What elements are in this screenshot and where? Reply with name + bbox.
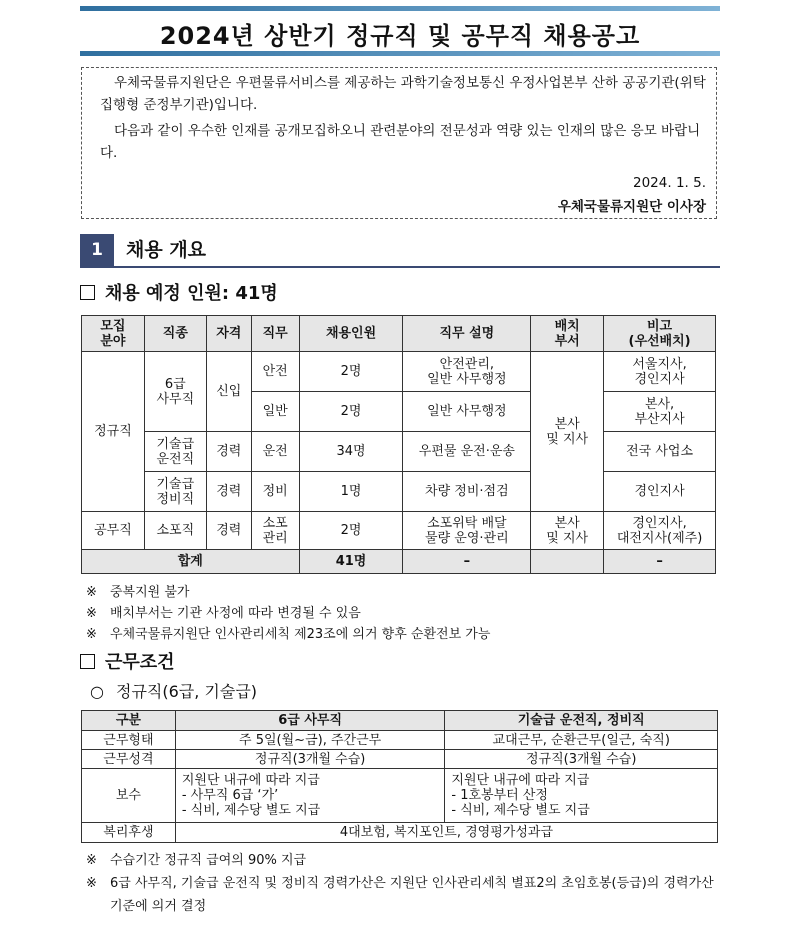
desc-cell: 소포위탁 배달 물량 운영·관리 <box>403 512 531 550</box>
row-label: 근무성격 <box>82 750 176 769</box>
intro-paragraph-1: 우체국물류지원단은 우편물류서비스를 제공하는 과학기술정보통신 우정사업본부 산하 공공기관(위탁집행형 준정부기관)입니다. <box>100 75 706 113</box>
note-cell: 본사, 부산지사 <box>604 392 716 432</box>
note-item: ※ 6급 사무직, 기술급 운전직 및 정비직 경력가산은 지원단 인사관리세칙 별표2의 초임호봉(등급)의 경력가산기준에 의거 결정 <box>86 876 714 914</box>
header-cell: 모집 분야 <box>82 316 145 352</box>
circle-bullet-icon: ○ <box>90 682 104 701</box>
table-row <box>82 823 718 843</box>
section-title: 채용 개요 <box>126 239 207 261</box>
cell: 교대근무, 순환근무(일근, 숙직) <box>445 731 718 750</box>
heading-conditions <box>80 648 175 674</box>
count-cell: 1명 <box>299 472 403 512</box>
group-public: 공무직 <box>82 512 145 550</box>
note-cell: 전국 사업소 <box>604 432 716 472</box>
sub-heading <box>90 679 257 702</box>
note-item: ※ 배치부서는 기관 사정에 따라 변경될 수 있음 <box>86 606 361 621</box>
heading-hiring-text: 채용 예정 인원: 41명 <box>105 283 278 304</box>
total-row <box>82 550 716 574</box>
dept-cell: 본사 및 지사 <box>531 512 604 550</box>
duty-cell: 소포 관리 <box>251 512 299 550</box>
section-number-badge: 1 <box>80 234 114 266</box>
title-banner <box>80 6 720 56</box>
note-cell: 경인지사 <box>604 472 716 512</box>
heading-conditions-text: 근무조건 <box>105 652 175 673</box>
note-cell: 경인지사, 대전지사(제주) <box>604 512 716 550</box>
title-bar-bottom <box>80 51 720 56</box>
heading-hiring-count <box>80 279 278 305</box>
row-label: 근무형태 <box>82 731 176 750</box>
page-title: 2024년 상반기 정규직 및 공무직 채용공고 <box>159 22 641 50</box>
header-cell: 비고 (우선배치) <box>604 316 716 352</box>
table-row <box>82 512 716 550</box>
count-cell: 34명 <box>299 432 403 472</box>
qual-new: 신입 <box>206 352 251 432</box>
header-cell: 기술급 운전직, 정비직 <box>445 711 718 731</box>
total-dash: – <box>604 550 716 574</box>
table-row <box>82 352 716 392</box>
desc-cell: 우편물 운전·운송 <box>403 432 531 472</box>
total-count: 41명 <box>299 550 403 574</box>
section-underline <box>80 266 720 268</box>
sub-heading-text: 정규직(6급, 기술급) <box>116 682 258 701</box>
dept-cell: 본사 및 지사 <box>531 352 604 512</box>
cell: 정규직(3개월 수습) <box>175 750 445 769</box>
header-cell: 배치 부서 <box>531 316 604 352</box>
header-cell: 채용인원 <box>299 316 403 352</box>
note-item: ※ 수습기간 정규직 급여의 90% 지급 <box>86 853 307 868</box>
conditions-table <box>81 710 718 843</box>
table-row <box>82 472 716 512</box>
total-empty <box>531 550 604 574</box>
header-cell: 직무 <box>251 316 299 352</box>
header-cell: 직종 <box>144 316 206 352</box>
row-label: 보수 <box>82 769 176 823</box>
intro-box <box>81 67 717 219</box>
note-item: ※ 중복지원 불가 <box>86 585 190 600</box>
header-cell: 직무 설명 <box>403 316 531 352</box>
checkbox-square-icon <box>80 654 95 669</box>
cell: 정규직(3개월 수습) <box>445 750 718 769</box>
job-cell: 기술급 운전직 <box>144 432 206 472</box>
header-cell: 6급 사무직 <box>175 711 445 731</box>
table-row <box>82 731 718 750</box>
qual-cell: 경력 <box>206 512 251 550</box>
group-regular: 정규직 <box>82 352 145 512</box>
title-bar-top <box>80 6 720 11</box>
duty-cell: 정비 <box>251 472 299 512</box>
count-cell: 2명 <box>299 352 403 392</box>
pay-cell-technical: 지원단 내규에 따라 지급 - 1호봉부터 산정 - 식비, 제수당 별도 지급 <box>445 769 718 823</box>
count-cell: 2명 <box>299 512 403 550</box>
table-row <box>82 769 718 823</box>
intro-signature: 우체국물류지원단 이사장 <box>557 199 706 215</box>
qual-cell: 경력 <box>206 472 251 512</box>
hiring-table <box>81 315 716 574</box>
cell: 주 5일(월~금), 주간근무 <box>175 731 445 750</box>
duty-cell: 일반 <box>251 392 299 432</box>
note-cell: 서울지사, 경인지사 <box>604 352 716 392</box>
job-6-clerical: 6급 사무직 <box>144 352 206 432</box>
pay-cell-clerical: 지원단 내규에 따라 지급 - 사무직 6급 ‘가’ - 식비, 제수당 별도 지급 <box>175 769 445 823</box>
table-row <box>82 750 718 769</box>
total-label: 합계 <box>82 550 300 574</box>
desc-cell: 안전관리, 일반 사무행정 <box>403 352 531 392</box>
intro-date: 2024. 1. 5. <box>633 175 706 191</box>
header-cell: 자격 <box>206 316 251 352</box>
desc-cell: 차량 정비·점검 <box>403 472 531 512</box>
desc-cell: 일반 사무행정 <box>403 392 531 432</box>
checkbox-square-icon <box>80 285 95 300</box>
table-header-row <box>82 711 718 731</box>
header-cell: 구분 <box>82 711 176 731</box>
note-item: ※ 우체국물류지원단 인사관리세칙 제23조에 의거 향후 순환전보 가능 <box>86 627 491 642</box>
table-header-row <box>82 316 716 352</box>
duty-cell: 운전 <box>251 432 299 472</box>
job-cell: 기술급 정비직 <box>144 472 206 512</box>
intro-paragraph-2: 다음과 같이 우수한 인재를 공개모집하오니 관련분야의 전문성과 역량 있는 인재의 많은 응모 바랍니다. <box>100 123 701 161</box>
job-cell: 소포직 <box>144 512 206 550</box>
duty-cell: 안전 <box>251 352 299 392</box>
qual-cell: 경력 <box>206 432 251 472</box>
count-cell: 2명 <box>299 392 403 432</box>
total-dash: – <box>403 550 531 574</box>
table-row <box>82 432 716 472</box>
row-label: 복리후생 <box>82 823 176 843</box>
welfare-cell: 4대보험, 복지포인트, 경영평가성과급 <box>175 823 717 843</box>
